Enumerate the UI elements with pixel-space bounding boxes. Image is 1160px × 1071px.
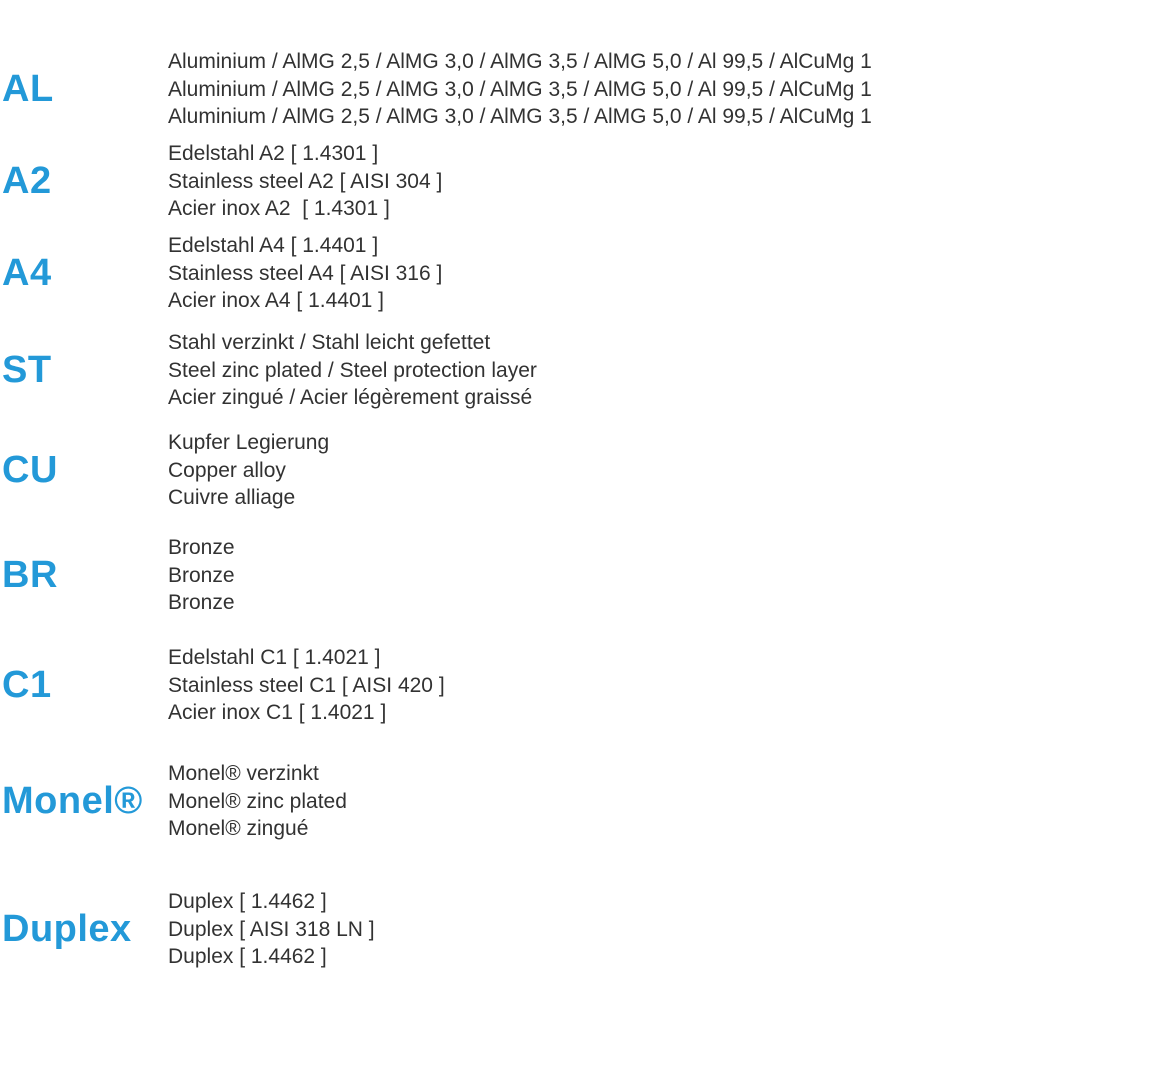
material-desc-fr: Monel® zingué xyxy=(168,817,309,840)
material-desc-en: Monel® zinc plated xyxy=(168,789,347,813)
material-code-al: AL xyxy=(2,67,54,110)
material-descriptions xyxy=(168,888,375,971)
material-desc-en: Bronze xyxy=(168,563,235,587)
material-desc-de: Edelstahl C1 [ 1.4021 ] xyxy=(168,646,381,669)
material-desc-en: Aluminium / AlMG 2,5 / AlMG 3,0 / AlMG 3,5 / AlMG 5,0 / Al 99,5 / AlCuMg 1 xyxy=(168,77,872,101)
material-row-al xyxy=(0,48,1100,131)
material-code-cu: CU xyxy=(2,448,58,491)
material-desc-en: Copper alloy xyxy=(168,458,286,482)
material-desc-de: Aluminium / AlMG 2,5 / AlMG 3,0 / AlMG 3,5 / AlMG 5,0 / Al 99,5 / AlCuMg 1 xyxy=(168,50,872,73)
material-desc-fr: Bronze xyxy=(168,591,235,614)
material-desc-fr: Acier inox C1 [ 1.4021 ] xyxy=(168,701,387,724)
material-desc-de: Stahl verzinkt / Stahl leicht gefettet xyxy=(168,331,491,354)
material-row-duplex xyxy=(0,888,1100,971)
material-descriptions xyxy=(168,48,872,131)
material-row-a4 xyxy=(0,232,1100,315)
material-desc-fr: Duplex [ 1.4462 ] xyxy=(168,945,327,968)
material-desc-de: Kupfer Legierung xyxy=(168,431,330,454)
material-desc-de: Edelstahl A4 [ 1.4401 ] xyxy=(168,234,379,257)
material-row-a2 xyxy=(0,140,1100,223)
material-desc-fr: Aluminium / AlMG 2,5 / AlMG 3,0 / AlMG 3,5 / AlMG 5,0 / Al 99,5 / AlCuMg 1 xyxy=(168,105,872,128)
material-row-cu xyxy=(0,429,1100,512)
material-descriptions xyxy=(168,760,347,843)
material-desc-en: Stainless steel A2 [ AISI 304 ] xyxy=(168,169,443,193)
material-descriptions xyxy=(168,329,537,412)
material-code-br: BR xyxy=(2,553,58,596)
material-code-c1: C1 xyxy=(2,663,52,706)
material-descriptions xyxy=(168,232,442,315)
material-code-duplex: Duplex xyxy=(2,907,132,950)
material-row-monel xyxy=(0,760,1100,843)
material-code-st: ST xyxy=(2,348,52,391)
material-code-monel: Monel® xyxy=(2,779,143,822)
material-descriptions xyxy=(168,140,442,223)
material-row-st xyxy=(0,329,1100,412)
material-desc-de: Bronze xyxy=(168,536,235,559)
material-desc-en: Stainless steel C1 [ AISI 420 ] xyxy=(168,673,445,697)
material-descriptions xyxy=(168,534,235,617)
material-code-a4: A4 xyxy=(2,251,52,294)
material-descriptions xyxy=(168,429,329,512)
material-row-br xyxy=(0,534,1100,617)
material-code-a2: A2 xyxy=(2,159,52,202)
material-desc-fr: Acier inox A2 [ 1.4301 ] xyxy=(168,197,390,220)
material-desc-de: Duplex [ 1.4462 ] xyxy=(168,890,327,913)
material-desc-en: Steel zinc plated / Steel protection layer xyxy=(168,358,537,382)
material-desc-en: Duplex [ AISI 318 LN ] xyxy=(168,917,375,941)
material-row-c1 xyxy=(0,644,1100,727)
material-desc-fr: Acier zingué / Acier légèrement graissé xyxy=(168,386,533,409)
material-desc-de: Monel® verzinkt xyxy=(168,762,319,785)
material-desc-fr: Acier inox A4 [ 1.4401 ] xyxy=(168,289,384,312)
material-desc-en: Stainless steel A4 [ AISI 316 ] xyxy=(168,261,443,285)
material-descriptions xyxy=(168,644,445,727)
material-desc-de: Edelstahl A2 [ 1.4301 ] xyxy=(168,142,379,165)
material-desc-fr: Cuivre alliage xyxy=(168,486,296,509)
